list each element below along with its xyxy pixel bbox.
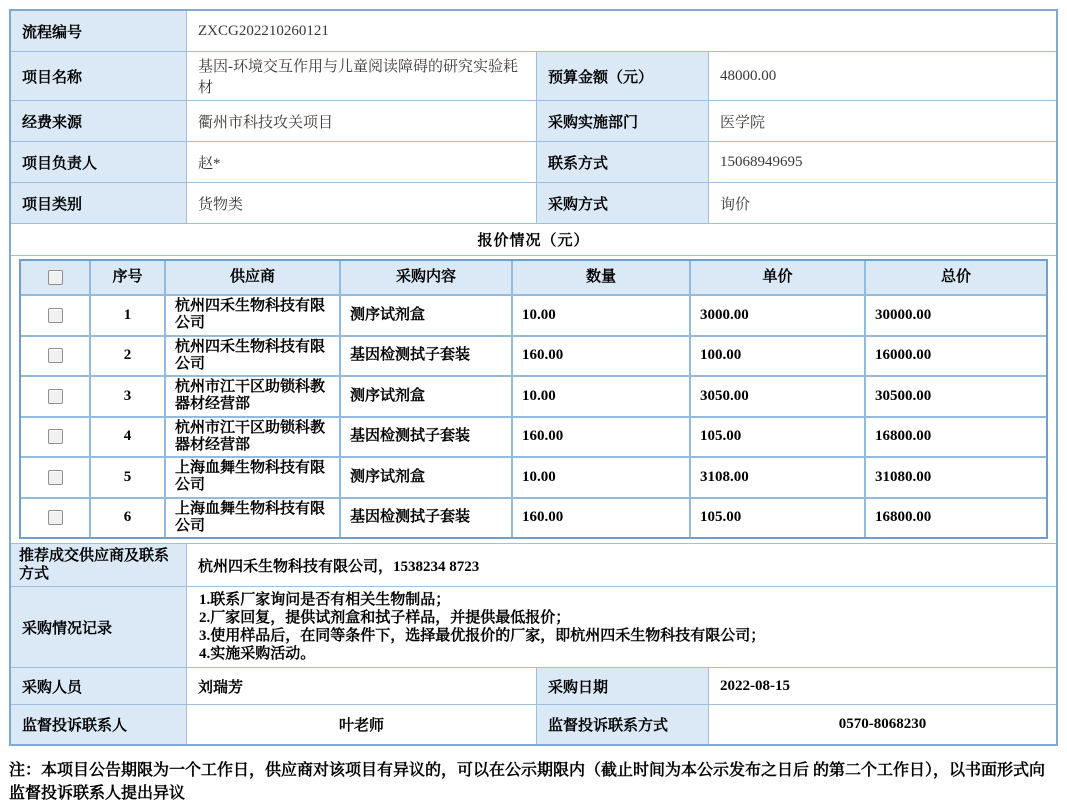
checkbox-cell (21, 418, 89, 457)
process-number-row (11, 11, 1056, 51)
row-checkbox[interactable] (48, 389, 63, 404)
total-price-cell: 16800.00 (864, 499, 1046, 538)
phone-label: 监督投诉联系方式 (536, 705, 708, 744)
category-row (11, 182, 1056, 223)
checkbox-cell (21, 337, 89, 376)
recommend-label: 推荐成交供应商及联系方式 (11, 544, 186, 586)
supervisor-label: 监督投诉联系人 (11, 705, 186, 744)
row-checkbox[interactable] (48, 470, 63, 485)
project-name-label: 项目名称 (11, 52, 186, 100)
total-price-cell: 30000.00 (864, 296, 1046, 335)
content-cell: 测序试剂盒 (339, 377, 511, 416)
checkbox-cell (21, 499, 89, 538)
supplier-cell: 杭州四禾生物科技有限公司 (164, 337, 339, 376)
content-cell: 基因检测拭子套装 (339, 418, 511, 457)
date-label: 采购日期 (536, 668, 708, 704)
content-cell: 测序试剂盒 (339, 458, 511, 497)
row-checkbox[interactable] (48, 308, 63, 323)
header-qty: 数量 (511, 261, 689, 294)
leader-row (11, 141, 1056, 182)
unit-price-cell: 105.00 (689, 499, 864, 538)
category-value: 货物类 (186, 183, 536, 223)
seq-cell: 6 (89, 499, 164, 538)
content-cell: 测序试剂盒 (339, 296, 511, 335)
method-value: 询价 (708, 183, 1056, 223)
row-checkbox[interactable] (48, 510, 63, 525)
record-line: 4.实施采购活动。 (199, 646, 316, 662)
row-checkbox[interactable] (48, 429, 63, 444)
main-table (9, 9, 1058, 746)
row-checkbox[interactable] (48, 348, 63, 363)
buyer-row (11, 667, 1056, 704)
select-all-checkbox[interactable] (48, 270, 63, 285)
record-value (186, 587, 1056, 667)
total-price-cell: 31080.00 (864, 458, 1046, 497)
recommend-value: 杭州四禾生物科技有限公司，1538234 8723 (186, 544, 1056, 586)
header-unit-price: 单价 (689, 261, 864, 294)
quote-row-5 (21, 456, 1046, 497)
record-line: 1.联系厂家询问是否有相关生物制品； (199, 592, 451, 608)
contact-label: 联系方式 (536, 142, 708, 182)
record-label: 采购情况记录 (11, 587, 186, 667)
qty-cell: 160.00 (511, 418, 689, 457)
dept-value: 医学院 (708, 101, 1056, 141)
procurement-announcement (9, 9, 1058, 805)
supplier-cell: 杭州市江干区助锁科教器材经营部 (164, 418, 339, 457)
checkbox-cell (21, 377, 89, 416)
total-price-cell: 30500.00 (864, 377, 1046, 416)
seq-cell: 5 (89, 458, 164, 497)
quote-row-3 (21, 375, 1046, 416)
checkbox-cell (21, 458, 89, 497)
supplier-cell: 杭州四禾生物科技有限公司 (164, 296, 339, 335)
quote-table-wrap (11, 255, 1056, 543)
funding-value: 衢州市科技攻关项目 (186, 101, 536, 141)
qty-cell: 10.00 (511, 458, 689, 497)
process-number-label: 流程编号 (11, 11, 186, 51)
select-all-cell (21, 261, 89, 294)
record-row (11, 586, 1056, 667)
date-value: 2022-08-15 (708, 668, 1056, 704)
unit-price-cell: 3050.00 (689, 377, 864, 416)
budget-label: 预算金额（元） (536, 52, 708, 100)
quote-header-row (21, 261, 1046, 294)
method-label: 采购方式 (536, 183, 708, 223)
unit-price-cell: 3000.00 (689, 296, 864, 335)
content-cell: 基因检测拭子套装 (339, 499, 511, 538)
qty-cell: 10.00 (511, 377, 689, 416)
budget-value: 48000.00 (708, 52, 1056, 100)
header-supplier: 供应商 (164, 261, 339, 294)
qty-cell: 160.00 (511, 337, 689, 376)
contact-value: 15068949695 (708, 142, 1056, 182)
leader-value: 赵* (186, 142, 536, 182)
quote-row-4 (21, 416, 1046, 457)
checkbox-cell (21, 296, 89, 335)
quote-table (19, 259, 1048, 539)
header-content: 采购内容 (339, 261, 511, 294)
total-price-cell: 16800.00 (864, 418, 1046, 457)
supplier-cell: 上海血舞生物科技有限公司 (164, 458, 339, 497)
process-number-value: ZXCG202210260121 (186, 11, 1056, 51)
supplier-cell: 杭州市江干区助锁科教器材经营部 (164, 377, 339, 416)
total-price-cell: 16000.00 (864, 337, 1046, 376)
seq-cell: 2 (89, 337, 164, 376)
supervisor-row (11, 704, 1056, 744)
unit-price-cell: 105.00 (689, 418, 864, 457)
header-seq: 序号 (89, 261, 164, 294)
unit-price-cell: 100.00 (689, 337, 864, 376)
quote-row-2 (21, 335, 1046, 376)
seq-cell: 3 (89, 377, 164, 416)
header-total-price: 总价 (864, 261, 1046, 294)
phone-value: 0570-8068230 (708, 705, 1056, 744)
dept-label: 采购实施部门 (536, 101, 708, 141)
leader-label: 项目负责人 (11, 142, 186, 182)
unit-price-cell: 3108.00 (689, 458, 864, 497)
qty-cell: 10.00 (511, 296, 689, 335)
funding-label: 经费来源 (11, 101, 186, 141)
record-line: 3.使用样品后，在同等条件下，选择最优报价的厂家，即杭州四禾生物科技有限公司； (199, 628, 766, 644)
quote-row-6 (21, 497, 1046, 538)
recommend-row (11, 543, 1056, 586)
seq-cell: 1 (89, 296, 164, 335)
project-name-value: 基因-环境交互作用与儿童阅读障碍的研究实验耗材 (186, 52, 536, 100)
note-text: 注：本项目公告期限为一个工作日，供应商对该项目有异议的，可以在公示期限内（截止时间为本公示发布之日后 的第二个工作日），以书面形式向监督投诉联系人提出异议 (9, 762, 1046, 803)
content-cell: 基因检测拭子套装 (339, 337, 511, 376)
record-line: 2.厂家回复，提供试剂盒和拭子样品，并提供最低报价； (199, 610, 571, 626)
quote-section-title: 报价情况（元） (11, 223, 1056, 255)
category-label: 项目类别 (11, 183, 186, 223)
quote-row-1 (21, 294, 1046, 335)
seq-cell: 4 (89, 418, 164, 457)
qty-cell: 160.00 (511, 499, 689, 538)
buyer-value: 刘瑞芳 (186, 668, 536, 704)
supplier-cell: 上海血舞生物科技有限公司 (164, 499, 339, 538)
funding-row (11, 100, 1056, 141)
project-name-row (11, 51, 1056, 100)
buyer-label: 采购人员 (11, 668, 186, 704)
supervisor-value: 叶老师 (186, 705, 536, 744)
